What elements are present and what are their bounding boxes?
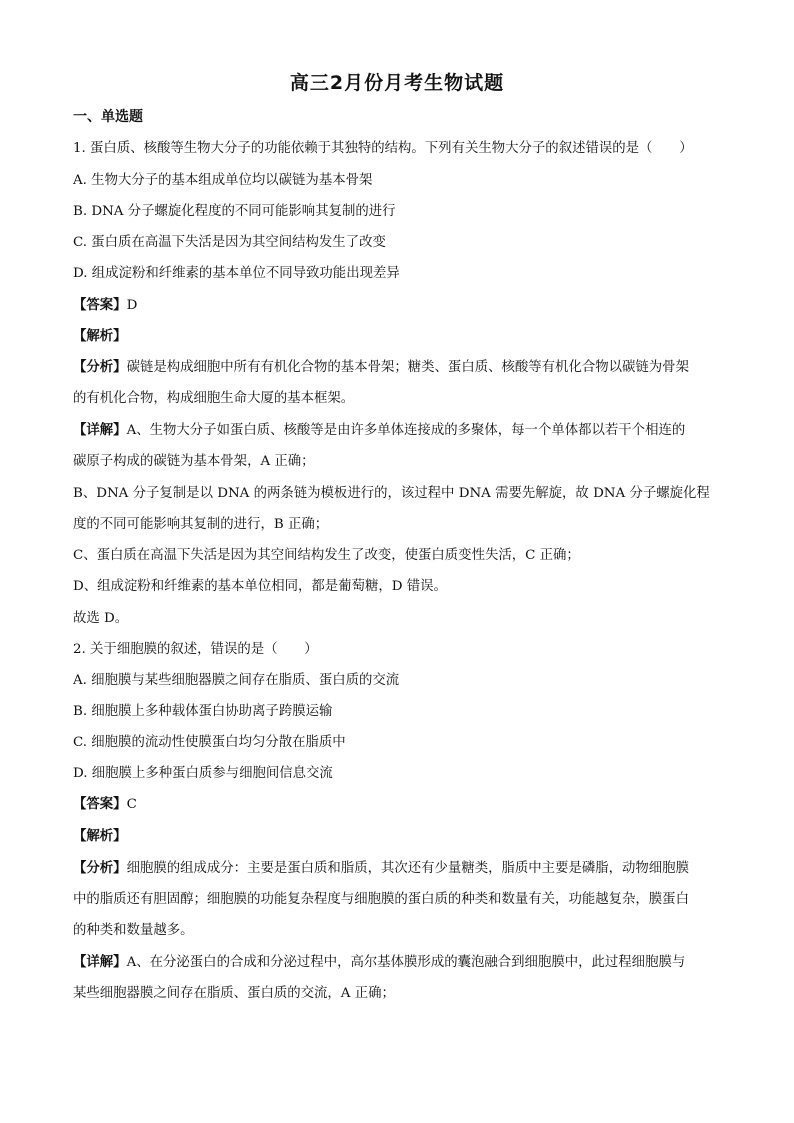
- question-1-detail-line-1: [73, 421, 685, 441]
- question-2-fenxi-line-2: 中的脂质还有胆固醇；细胞膜的功能复杂程度与细胞膜的蛋白质的种类和数量有关，功能越复杂，膜蛋白: [73, 892, 689, 907]
- detail-tag: 【详解】: [73, 423, 127, 438]
- analysis-tag: 【解析】: [73, 329, 127, 344]
- question-1-fenxi-line-1: [73, 358, 689, 378]
- question-2-option-a: A. 细胞膜与某些细胞器膜之间存在脂质、蛋白质的交流: [73, 673, 400, 688]
- question-2-option-c: C. 细胞膜的流动性使膜蛋白均匀分散在脂质中: [73, 735, 346, 750]
- question-1-analysis-heading: [73, 327, 127, 347]
- question-2-option-b: B. 细胞膜上多种载体蛋白协助离子跨膜运输: [73, 704, 333, 719]
- answer-tag: 【答案】: [73, 298, 127, 313]
- question-1-answer: [73, 296, 137, 316]
- fenxi-text: 细胞膜的组成成分：主要是蛋白质和脂质，其次还有少量糖类，脂质中主要是磷脂，动物细胞膜: [126, 861, 689, 876]
- answer-value: C: [126, 797, 137, 812]
- fenxi-text: 碳链是构成细胞中所有有机化合物的基本骨架；糖类、蛋白质、核酸等有机化合物以碳链为骨架: [126, 360, 689, 375]
- question-1-option-d: D. 组成淀粉和纤维素的基本单位不同导致功能出现差异: [73, 266, 400, 281]
- question-2-analysis-heading: [73, 827, 127, 847]
- analysis-tag: 【解析】: [73, 829, 127, 844]
- question-1-detail-line-6: D、组成淀粉和纤维素的基本单位相同，都是葡萄糖，D 错误。: [73, 579, 447, 594]
- question-1-detail-line-3: B、DNA 分子复制是以 DNA 的两条链为模板进行的，该过程中 DNA 需要先解旋，故 DNA 分子螺旋化程: [73, 486, 710, 501]
- question-2-option-d: D. 细胞膜上多种蛋白质参与细胞间信息交流: [73, 766, 333, 781]
- question-1-detail-line-5: C、蛋白质在高温下失活是因为其空间结构发生了改变，使蛋白质变性失活，C 正确；: [73, 548, 580, 563]
- question-2-detail-line-2: 某些细胞器膜之间存在脂质、蛋白质的交流，A 正确；: [73, 986, 395, 1001]
- detail-tag: 【详解】: [73, 955, 127, 970]
- fenxi-tag: 【分析】: [73, 360, 127, 375]
- answer-tag: 【答案】: [73, 797, 127, 812]
- question-1-option-b: B. DNA 分子螺旋化程度的不同可能影响其复制的进行: [73, 204, 396, 219]
- question-2-answer: [73, 795, 137, 815]
- answer-value: D: [126, 298, 138, 313]
- question-2-fenxi-line-3: 的种类和数量越多。: [73, 923, 194, 938]
- detail-text: A、在分泌蛋白的合成和分泌过程中，高尔基体膜形成的囊泡融合到细胞膜中，此过程细胞膜与: [126, 955, 686, 970]
- question-2-detail-line-1: [73, 953, 685, 973]
- question-1-fenxi-line-2: 的有机化合物，构成细胞生命大厦的基本框架。: [73, 391, 355, 406]
- detail-text: A、生物大分子如蛋白质、核酸等是由许多单体连接成的多聚体，每一个单体都以若干个相连的: [126, 423, 686, 438]
- question-1-stem: 1. 蛋白质、核酸等生物大分子的功能依赖于其独特的结构。下列有关生物大分子的叙述错误的是（ ）: [73, 141, 693, 156]
- page-title: 高三2月份月考生物试题: [289, 72, 505, 94]
- fenxi-tag: 【分析】: [73, 861, 127, 876]
- section-heading: 一、单选题: [73, 109, 143, 125]
- question-2-stem: 2. 关于细胞膜的叙述，错误的是（ ）: [73, 642, 318, 657]
- question-2-fenxi-line-1: [73, 859, 689, 879]
- question-1-detail-line-4: 度的不同可能影响其复制的进行，B 正确；: [73, 517, 329, 532]
- question-1-option-a: A. 生物大分子的基本组成单位均以碳链为基本骨架: [73, 173, 373, 188]
- question-1-detail-line-2: 碳原子构成的碳链为基本骨架，A 正确；: [73, 454, 315, 469]
- question-1-conclusion: 故选 D。: [73, 611, 129, 626]
- question-1-option-c: C. 蛋白质在高温下失活是因为其空间结构发生了改变: [73, 235, 386, 250]
